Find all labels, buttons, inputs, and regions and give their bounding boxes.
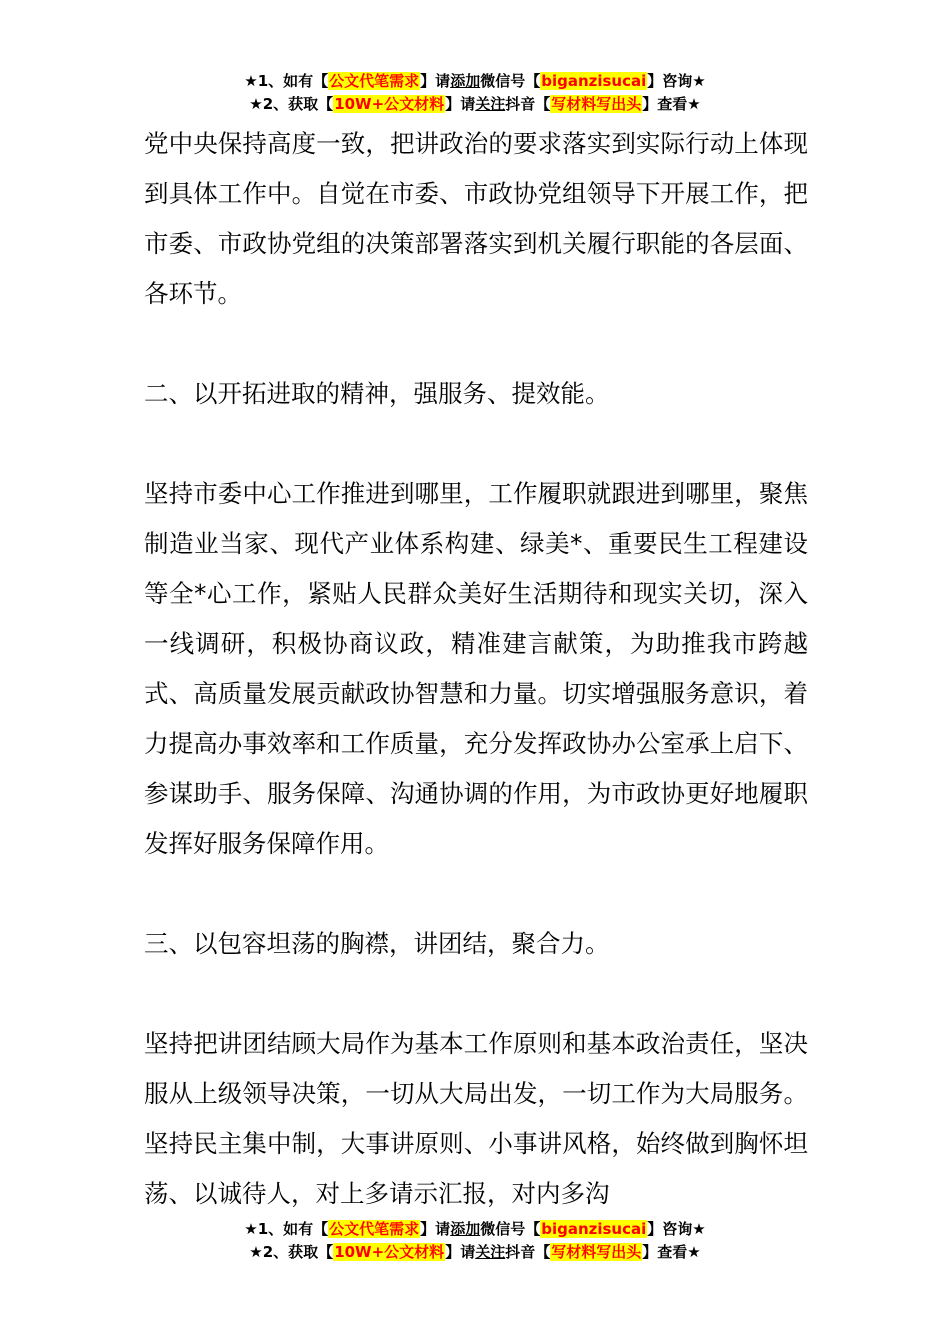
paragraph-gap	[144, 319, 808, 369]
paragraph: 党中央保持高度一致，把讲政治的要求落实到实际行动上体现到具体工作中。自觉在市委、市政协党组领导下开展工作，把市委、市政协党组的决策部署落实到机关履行职能的各层面、各环节。	[144, 129, 808, 308]
document-body	[144, 119, 808, 1219]
banner-emphasis: 添加	[450, 72, 481, 90]
banner-text: 】咨询★	[647, 72, 706, 90]
header-banner	[0, 70, 950, 116]
section-heading: 三、以包容坦荡的胸襟，讲团结，聚合力。	[144, 929, 610, 958]
banner-emphasis: 关注	[475, 95, 506, 113]
paragraph: 坚持把讲团结顾大局作为基本工作原则和基本政治责任，坚决服从上级领导决策，一切从大局出发，一切工作为大局服务。坚持民主集中制，大事讲原则、小事讲风格，始终做到胸怀坦荡、以诚待人，对上多请示汇报，对内多沟	[144, 1029, 808, 1208]
banner-line-2	[0, 93, 950, 116]
banner-line-1	[0, 70, 950, 93]
banner-text: 】请	[420, 72, 451, 90]
highlight-materials: 10W+公文材料	[334, 95, 445, 113]
banner-line-1	[0, 1218, 950, 1241]
banner-text: 抖音【	[505, 95, 551, 113]
banner-text: 微信号【	[480, 1220, 541, 1238]
banner-text: 微信号【	[480, 72, 541, 90]
paragraph: 坚持市委中心工作推进到哪里，工作履职就跟进到哪里，聚焦制造业当家、现代产业体系构建、绿美*、重要民生工程建设等全*心工作，紧贴人民群众美好生活期待和现实关切，深入一线调研，积极协商议政，精准建言献策，为助推我市跨越式、高质量发展贡献政协智慧和力量。切实增强服务意识，着力提高办事效率和工作质量，充分发挥政协办公室承上启下、参谋助手、服务保障、沟通协调的作用，为市政协更好地履职发挥好服务保障作用。	[144, 479, 808, 858]
banner-emphasis: 关注	[475, 1243, 506, 1261]
banner-text: ★2、获取【	[249, 95, 334, 113]
highlight-service: 公文代笔需求	[329, 72, 420, 90]
paragraph-gap	[144, 419, 808, 469]
section-heading: 二、以开拓进取的精神，强服务、提效能。	[144, 379, 610, 408]
highlight-wechat-id: biganzisucai	[541, 1220, 647, 1238]
banner-text: ★2、获取【	[249, 1243, 334, 1261]
footer-banner	[0, 1218, 950, 1264]
highlight-materials: 10W+公文材料	[334, 1243, 445, 1261]
highlight-service: 公文代笔需求	[329, 1220, 420, 1238]
highlight-douyin-account: 写材料写出头	[551, 1243, 642, 1261]
banner-text: 抖音【	[505, 1243, 551, 1261]
banner-text: 】请	[420, 1220, 451, 1238]
paragraph-gap	[144, 969, 808, 1019]
banner-text: 】请	[445, 1243, 476, 1261]
banner-text: ★1、如有【	[244, 1220, 329, 1238]
paragraph-gap	[144, 869, 808, 919]
banner-text: 】请	[445, 95, 476, 113]
banner-emphasis: 添加	[450, 1220, 481, 1238]
highlight-douyin-account: 写材料写出头	[551, 95, 642, 113]
banner-text: 】查看★	[642, 1243, 701, 1261]
banner-line-2	[0, 1241, 950, 1264]
banner-text: 】咨询★	[647, 1220, 706, 1238]
highlight-wechat-id: biganzisucai	[541, 72, 647, 90]
banner-text: 】查看★	[642, 95, 701, 113]
banner-text: ★1、如有【	[244, 72, 329, 90]
